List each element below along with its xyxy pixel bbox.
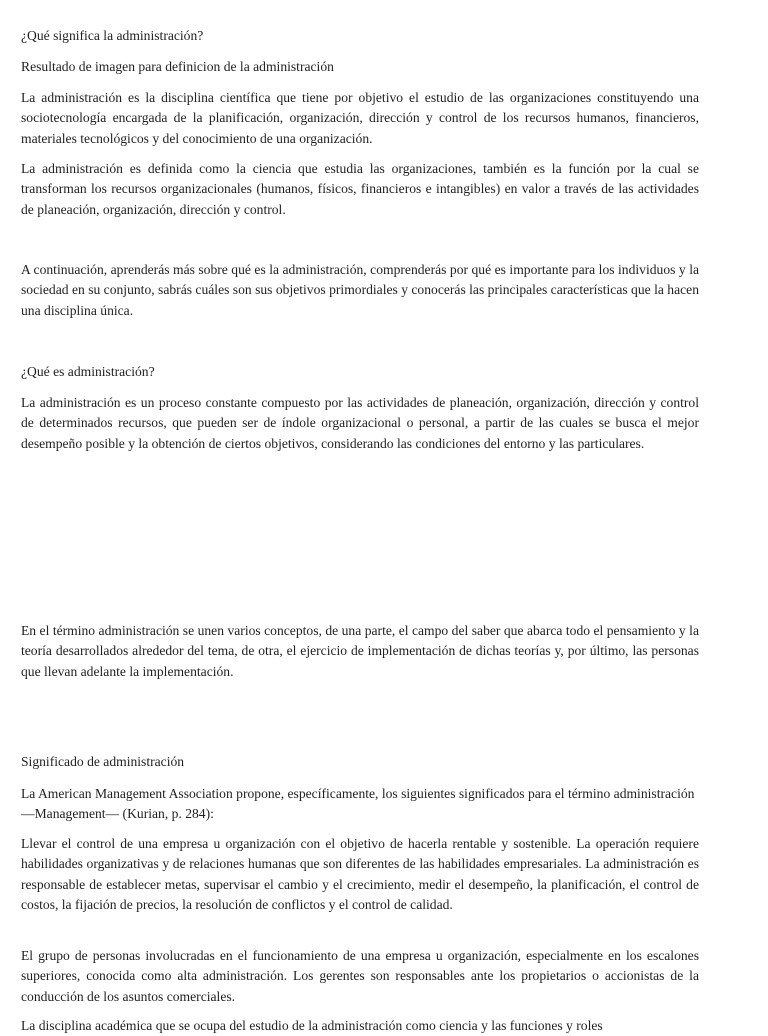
image-result-caption: Resultado de imagen para definicion de la administración [21,59,334,74]
meaning-heading: Significado de administración [21,754,185,769]
ama-paragraph: La American Management Association propone, específicamente, los siguientes significados para el término administración —Management— (Kurian, p. 284): [21,786,695,822]
meaning-item-2: El grupo de personas involucradas en el funcionamiento de una empresa u organización, especialmente en los escalones superiores, conocida como alta administración. Los gerentes son responsables ante los propietarios o accionistas de la conducción de los asuntos comerciales. [21,948,699,1004]
meaning-item-3-partial: La disciplina académica que se ocupa del estudio de la administración como ciencia y las funciones y roles [21,1018,603,1033]
definition-paragraph-2: La administración es definida como la ciencia que estudia las organizaciones, también es la función por la cual se transforman los recursos organizacionales (humanos, físicos, financieros e intangibles) en valor a través de las actividades de planeación, organización, dirección y control. [21,161,699,217]
intro-paragraph: A continuación, aprenderás más sobre qué es la administración, comprenderás por qué es importante para los individuos y la sociedad en su conjunto, sabrás cuáles son sus objetivos primordiales y conocerás las principales características que la hacen una disciplina única. [21,262,699,318]
question-heading: ¿Qué significa la administración? [21,28,204,43]
concepts-paragraph: En el término administración se unen varios conceptos, de una parte, el campo del saber que abarca todo el pensamiento y la teoría desarrollados alrededor del tema, de otra, el ejercicio de implementación de dichas teorías y, por último, las personas que llevan adelante la implementación. [21,623,699,679]
process-paragraph: La administración es un proceso constante compuesto por las actividades de planeación, organización, dirección y control de determinados recursos, que pueden ser de índole organizacional o personal, a partir de las cuales se busca el mejor desempeño posible y la obtención de ciertos objetivos, considerando las condiciones del entorno y las particulares. [21,395,699,451]
definition-paragraph-1: La administración es la disciplina científica que tiene por objetivo el estudio de las organizaciones constituyendo una sociotecnología encargada de la planificación, organización, dirección y control de los recursos humanos, financieros, materiales tecnológicos y del conocimiento de una organización. [21,90,699,146]
what-is-heading: ¿Qué es administración? [21,364,155,379]
meaning-item-1: Llevar el control de una empresa u organización con el objetivo de hacerla rentable y sostenible. La operación requiere habilidades organizativas y de relaciones humanas que son diferentes de las habilidades empresariales. La administración es responsable de establecer metas, supervisar el cambio y el crecimiento, medir el desempeño, la planificación, el control de costos, la fijación de precios, la resolución de conflictos y el control de calidad. [21,836,699,913]
